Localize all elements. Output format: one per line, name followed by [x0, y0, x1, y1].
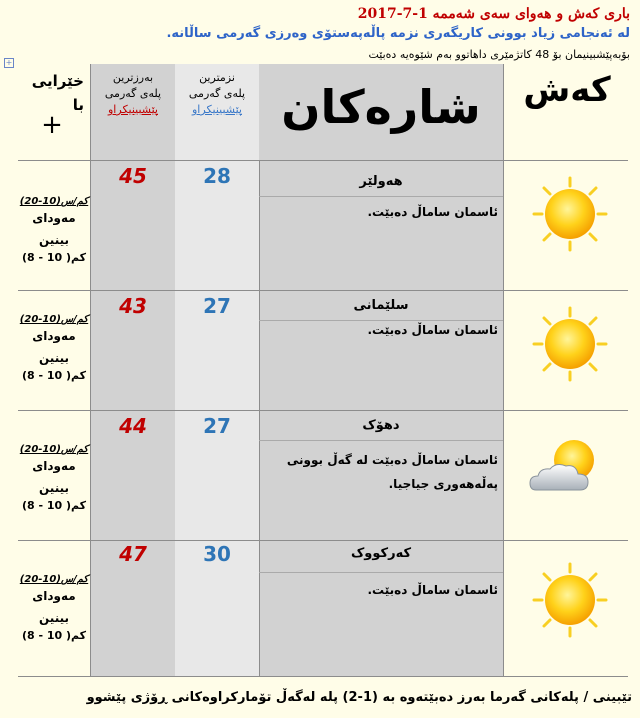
visibility-label-1: مەودای [32, 329, 76, 343]
sun-icon [532, 176, 608, 252]
min-temp-value: 30 [203, 542, 231, 566]
row-divider [18, 540, 628, 541]
min-temp-value: 28 [203, 164, 231, 188]
min-header-line3: پێشبینیکراو [192, 103, 242, 116]
wind-speed: (20-10)کم/س [19, 574, 89, 585]
max-temp-value: 44 [119, 414, 147, 438]
city-divider [259, 572, 503, 573]
city-name: هەولێر [359, 174, 403, 189]
table-bottom [18, 676, 628, 677]
min-temp-value: 27 [203, 414, 231, 438]
sun-icon [532, 562, 608, 638]
visibility-range: (8 - 10 )کم [21, 499, 87, 512]
min-temp-header [175, 70, 259, 118]
cities-column-title: شارەکان [281, 80, 481, 134]
max-header-line1: بەرزترین [112, 71, 154, 84]
wind-title-line1: خێرایی [31, 72, 84, 90]
max-temp-value: 45 [119, 164, 147, 188]
min-header-line2: پلەی گەرمی [188, 87, 246, 100]
weather-description: ئاسمان ساماڵ دەبێت. [367, 205, 498, 219]
sun-cloud-icon [526, 436, 610, 500]
visibility-label-2: بینین [39, 611, 69, 625]
wind-cell [18, 196, 90, 264]
weather-column-title: کەش [523, 70, 611, 110]
wind-column-title [20, 72, 84, 140]
city-divider [259, 440, 503, 441]
wind-cell [18, 574, 90, 642]
max-temp-column [91, 64, 175, 676]
max-header-line3: پێشبینیکراو [108, 103, 158, 116]
max-header-line2: پلەی گەرمی [104, 87, 162, 100]
min-temp-column [175, 64, 259, 676]
sun-icon [532, 306, 608, 382]
visibility-label-2: بینین [39, 233, 69, 247]
row-divider [18, 160, 628, 161]
wind-speed: (20-10)کم/س [19, 444, 89, 455]
visibility-label-1: مەودای [32, 211, 76, 225]
city-name: دهۆک [362, 418, 400, 433]
warning-text: لە ئەنجامی زیاد بوونی کاریگەری نزمە پاڵەپەستۆی وەرزی گەرمی ساڵانە. [166, 26, 630, 41]
visibility-label-2: بینین [39, 351, 69, 365]
min-temp-value: 27 [203, 294, 231, 318]
footer-note: تێبینی / پلەکانی گەرما بەرز دەبێتەوە بە (1-2) پلە لەگەڵ تۆمارکراوەکانی ڕۆژی پێشوو [86, 690, 632, 705]
weather-description: ئاسمان ساماڵ دەبێت. [367, 583, 498, 597]
wind-cell [18, 314, 90, 382]
row-divider [18, 410, 628, 411]
wind-cell [18, 444, 90, 512]
weather-description: ئاسمان ساماڵ دەبێت. [367, 323, 498, 337]
visibility-range: (8 - 10 )کم [21, 251, 87, 264]
visibility-label-1: مەودای [32, 459, 76, 473]
weather-description: ئاسمان ساماڵ دەبێت لە گەڵ بوونی پەڵەهەوری جیاجیا. [286, 453, 498, 491]
row-divider [18, 290, 628, 291]
wind-speed: (20-10)کم/س [19, 196, 89, 207]
visibility-range: (8 - 10 )کم [21, 369, 87, 382]
wind-speed: (20-10)کم/س [19, 314, 89, 325]
max-temp-header [91, 70, 175, 118]
min-header-line1: نزمترین [199, 71, 235, 84]
wind-title-line2: با [72, 96, 84, 114]
report-date: باری کەش و هەوای سەی شەممە 1-7-2017 [357, 6, 630, 22]
visibility-range: (8 - 10 )کم [21, 629, 87, 642]
divider [503, 64, 504, 676]
visibility-label-2: بینین [39, 481, 69, 495]
forecast-intro: بۆبەپێشبینیمان بۆ 48 کاتژمێری داهاتوو بەم شێوەیە دەبێت [368, 48, 630, 61]
max-temp-value: 47 [119, 542, 147, 566]
expand-icon[interactable]: + [5, 58, 13, 67]
plus-icon: + [41, 110, 63, 140]
city-name: کەرکووک [350, 546, 412, 561]
visibility-label-1: مەودای [32, 589, 76, 603]
max-temp-value: 43 [119, 294, 147, 318]
city-name: سلێمانی [353, 298, 409, 313]
divider [90, 64, 91, 676]
city-divider [259, 196, 503, 197]
